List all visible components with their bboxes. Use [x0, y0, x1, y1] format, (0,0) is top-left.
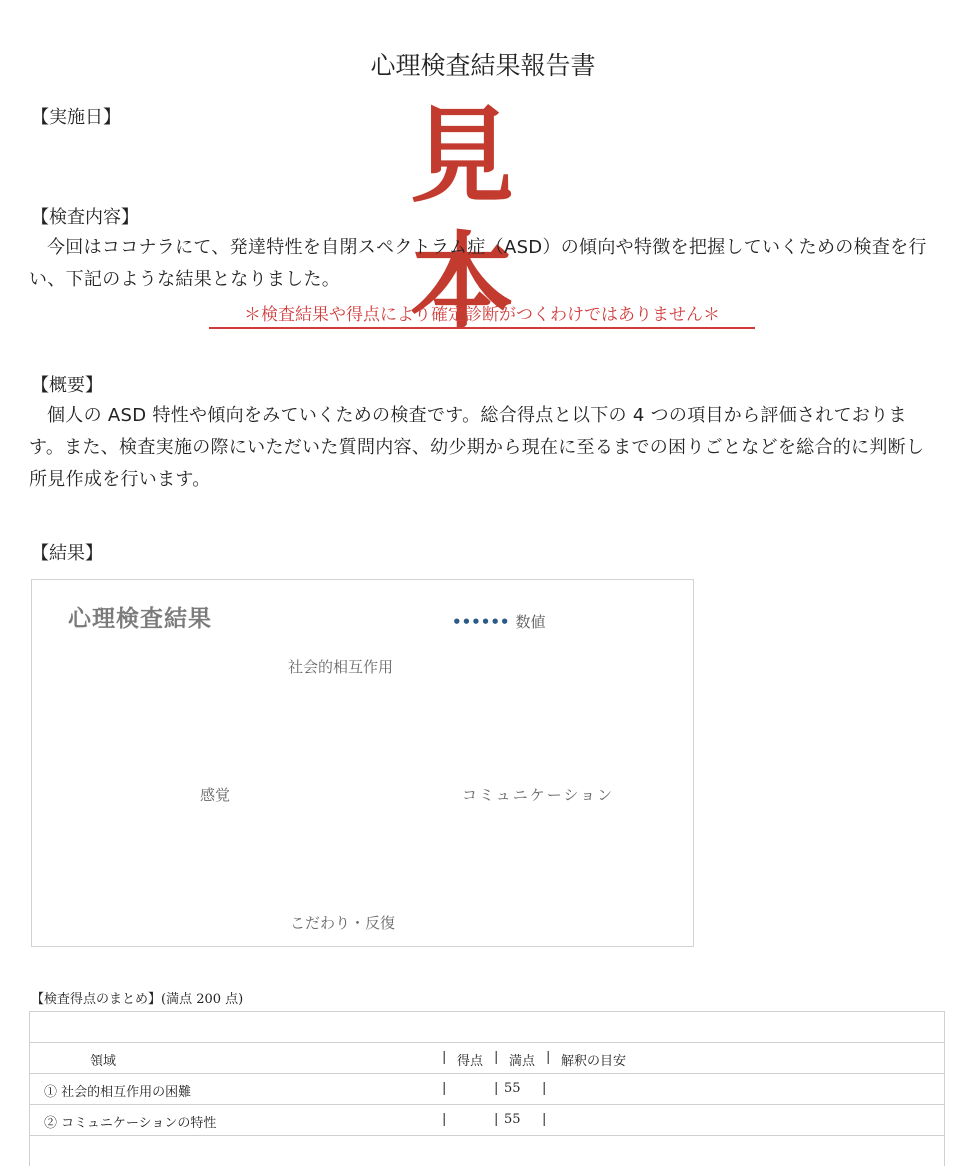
legend-marker-icon: •••••• [452, 613, 510, 631]
page-title: 心理検査結果報告書 [370, 51, 596, 80]
legend-label: 数値 [515, 613, 546, 631]
row-max: 55 [504, 1081, 521, 1096]
overview-heading: 【概要】 [31, 375, 103, 396]
axis-label-communication: コミュニケーション [462, 786, 615, 804]
stamp-mi: 見 [409, 95, 514, 217]
summary-table [29, 1011, 945, 1166]
row-sep-2: | [494, 1081, 499, 1096]
table-row [30, 1074, 944, 1105]
header-guide: 解釈の目安 [561, 1054, 627, 1069]
header-domain: 領域 [90, 1054, 117, 1069]
content-heading: 【検査内容】 [31, 207, 139, 228]
row-domain: ① 社会的相互作用の困難 [44, 1085, 192, 1100]
row-sep-3: | [542, 1112, 547, 1127]
axis-label-sensory: 感覚 [200, 786, 231, 804]
header-sep-1: | [442, 1050, 447, 1065]
results-heading: 【結果】 [31, 543, 103, 564]
disclaimer-notice: ＊検査結果や得点により確定診断がつくわけではありません＊ [209, 300, 755, 329]
radar-chart [31, 579, 694, 947]
stamp-hon: 本 [409, 221, 514, 343]
chart-legend [452, 611, 546, 632]
summary-caption: 【検査得点のまとめ】(満点 200 点) [31, 992, 244, 1007]
table-header-row [30, 1043, 944, 1074]
table-row [30, 1105, 944, 1136]
row-sep-1: | [442, 1081, 447, 1096]
axis-label-social: 社会的相互作用 [288, 658, 394, 676]
radar-chart-canvas [32, 580, 693, 946]
table-blank-row [30, 1012, 944, 1043]
row-domain: ② コミュニケーションの特性 [44, 1116, 217, 1131]
row-sep-3: | [542, 1081, 547, 1096]
row-max: 55 [504, 1112, 521, 1127]
date-heading: 【実施日】 [31, 107, 121, 128]
content-paragraph: 今回はココナラにて、発達特性を自閉スペクトラム症（ASD）の傾向や特徴を把握していくための検査を行い、下記のような結果となりました。 [29, 237, 927, 290]
overview-paragraph: 個人の ASD 特性や傾向をみていくための検査です。総合得点と以下の 4 つの項目から評価されております。また、検査実施の際にいただいた質問内容、幼少期から現在に至るまでの困りごとなどを総合的に判断し所見作成を行います。 [29, 405, 925, 490]
header-sep-3: | [546, 1050, 551, 1065]
header-score: 得点 [457, 1054, 484, 1069]
axis-label-repetition: こだわり・反復 [290, 914, 396, 932]
header-sep-2: | [494, 1050, 499, 1065]
row-sep-1: | [442, 1112, 447, 1127]
row-sep-2: | [494, 1112, 499, 1127]
chart-title: 心理検査結果 [68, 606, 212, 632]
header-max: 満点 [509, 1054, 536, 1069]
